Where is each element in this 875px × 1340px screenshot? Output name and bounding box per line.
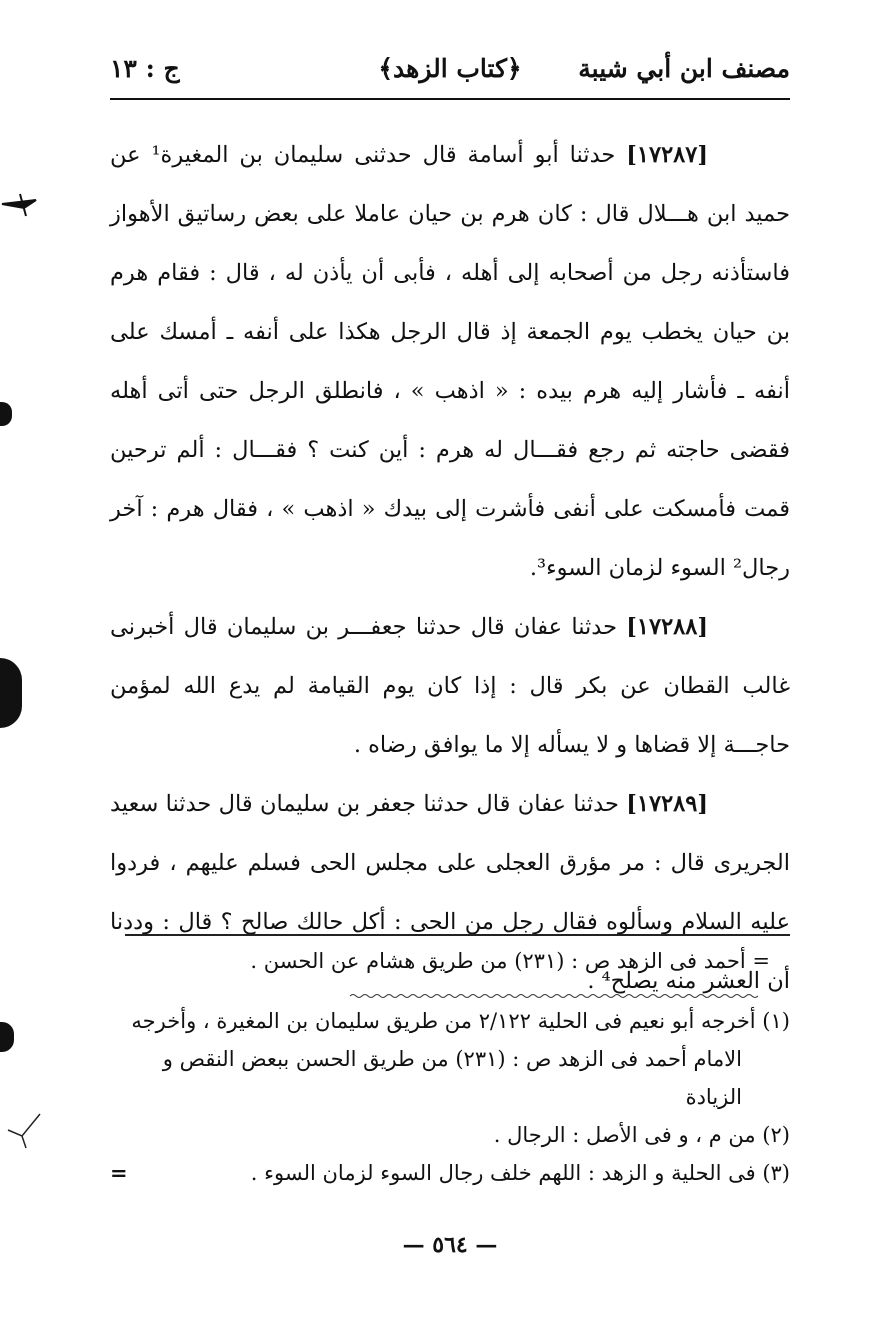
hadith-number: [١٧٢٨٧] [626, 142, 708, 168]
hadith-number: [١٧٢٨٩] [626, 791, 708, 817]
hadith-entry [110, 598, 790, 775]
scan-speck [0, 402, 12, 426]
section-title: ﴿كتاب الزهد﴾ [378, 54, 522, 83]
footnotes [110, 942, 790, 1192]
footnote-item: (١) أخرجه أبو نعيم فى الحلية ٢/١٢٢ من طريق سليمان بن المغيرة ، وأخرجه [131, 1009, 790, 1033]
book-page [110, 40, 790, 1300]
scan-speck [0, 190, 40, 220]
continues-mark: = [110, 1160, 128, 1185]
scan-speck [0, 658, 22, 728]
volume-number: ج : ١٣ [110, 54, 180, 83]
hadith-text: حدثنا عفان قال حدثنا جعفـــر بن سليمان قال أخبرنى غالب القطان عن بكر قال : إذا كان يوم القيامة لم يدع الله لمؤمن حاجـــة إلا قضاها و لا يسأله إلا ما يوافق رضاه . [110, 614, 790, 758]
hadith-text: حدثنا عفان قال حدثنا جعفر بن سليمان قال حدثنا سعيد الجريرى قال : مر مؤرق العجلى على مجلس الحى فسلم عليهم ، فردوا عليه السلام وسألوه فقال رجل من الحى : أكل حالك صالح ؟ قال : وددنا أن العشر منه يصلح⁴ . [110, 791, 790, 994]
footnote-item: الامام أحمد فى الزهد ص : (٢٣١) من طريق الحسن ببعض النقص و الزيادة [162, 1047, 742, 1109]
hadith-entry [110, 126, 790, 598]
book-title: مصنف ابن أبي شيبة [578, 54, 790, 83]
footnote-text: (٣) فى الحلية و الزهد : اللهم خلف رجال السوء لزمان السوء . [250, 1161, 790, 1185]
footnote-item [110, 1154, 790, 1192]
scan-speck [0, 1022, 14, 1052]
page-number: — ٥٦٤ — [402, 1232, 498, 1258]
main-text [110, 126, 790, 1011]
hadith-number: [١٧٢٨٨] [626, 614, 709, 640]
hadith-text: حدثنا أبو أسامة قال حدثنى سليمان بن المغيرة¹ عن حميد ابن هـــلال قال : كان هرم بن حيان عاملا على بعض رساتيق الأهواز فاستأذنه رجل من أصحابه إلى أهله ، فأبى أن يأذن له ، قال : فقام هرم بن حيان يخطب يوم الجمعة إذ قال الرجل هكذا على أنفه ـ أمسك على أنفه ـ فأشار إليه هرم بيده : « اذهب » ، فانطلق الرجل حتى أتى أهله فقضى حاجته ثم رجع فقـــال له هرم : أين كنت ؟ فقـــال : ألم ترحين قمت فأمسكت على أنفى فأشرت إلى بيدك « اذهب » ، فقال هرم : آخر رجال² السوء لزمان السوء³. [110, 142, 790, 581]
footnote-divider [125, 934, 790, 936]
scan-speck [4, 1110, 44, 1150]
footnote-item: (٢) من م ، و فى الأصل : الرجال . [493, 1123, 790, 1147]
running-header [110, 40, 790, 100]
footnote-continuation: = أحمد فى الزهد ص : (٢٣١) من طريق هشام عن الحسن . [250, 949, 770, 973]
